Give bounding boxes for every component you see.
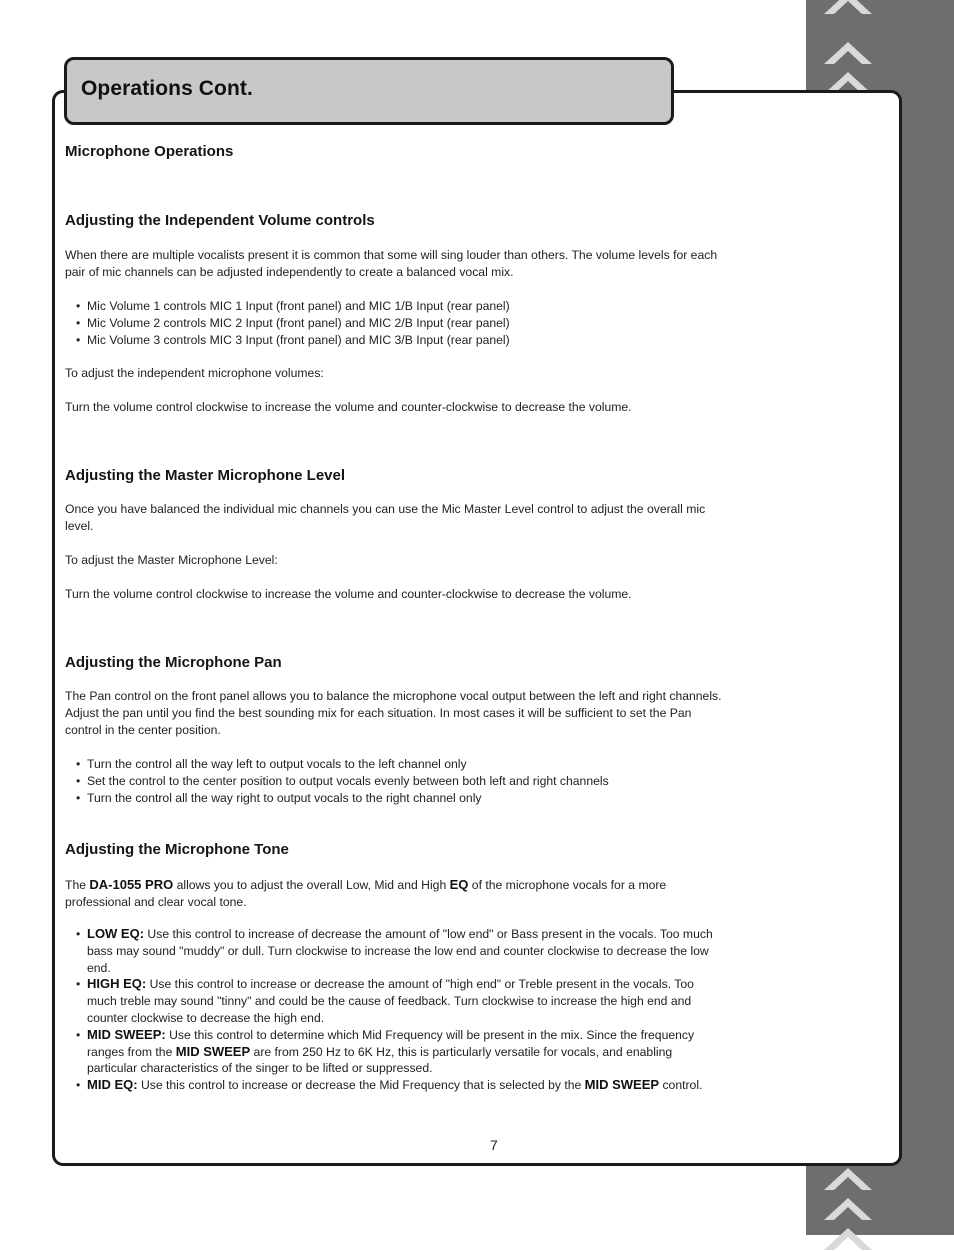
page-title: Operations Cont. [81,77,253,100]
list-item: • Mic Volume 2 controls MIC 2 Input (front panel) and MIC 2/B Input (rear panel) [65,315,715,332]
heading-microphone-pan: Adjusting the Microphone Pan [65,654,282,671]
master-instruction-label: To adjust the Master Microphone Level: [65,553,278,567]
independent-instruction: Turn the volume control clockwise to increase the volume and counter-clockwise to decrease the volume. [65,400,632,414]
title-tab [64,57,674,125]
heading-master-level: Adjusting the Master Microphone Level [65,467,346,484]
model-name: DA-1055 PRO [89,877,174,892]
independent-bullets [65,298,715,348]
heading-microphone-operations: Microphone Operations [65,143,234,160]
independent-intro: When there are multiple vocalists present it is common that some will sing louder than others. The volume levels for each pair of mic channels can be adjusted independently to create a balanced vocal mix. [65,248,718,279]
list-item: • Mic Volume 1 controls MIC 1 Input (front panel) and MIC 1/B Input (rear panel) [65,298,715,315]
chevron-up-icon [822,1192,874,1222]
chevron-up-icon [822,1222,874,1252]
master-intro: Once you have balanced the individual mic channels you can use the Mic Master Level control to adjust the overall mic level. [65,502,706,533]
page-number: 7 [490,1137,498,1153]
list-item: • Turn the control all the way left to output vocals to the left channel only [65,756,715,773]
list-item-mid-sweep: • MID SWEEP: Use this control to determine which Mid Frequency will be present in the mix. Since the frequency ranges from the MID SWEEP are from 250 Hz to 6K Hz, this is particularly versatile for vocals, and enabling particular characteristics of the singer to be lifted or suppressed. [65,1027,715,1077]
heading-microphone-tone: Adjusting the Microphone Tone [65,841,289,858]
master-instruction: Turn the volume control clockwise to increase the volume and counter-clockwise to decrease the volume. [65,587,632,601]
list-item-low-eq: • LOW EQ: Use this control to increase of decrease the amount of "low end" or Bass present in the vocals. Too much bass may sound "muddy" or dull. Turn clockwise to increase the low end and counter clockwise to decrease the low end. [65,926,715,976]
chevron-up-icon [822,0,874,16]
list-item: • Set the control to the center position to output vocals evenly between both left and right channels [65,773,715,790]
chevron-up-icon [822,36,874,66]
heading-independent-volume: Adjusting the Independent Volume controls [65,212,375,229]
pan-bullets [65,756,715,806]
eq-label: EQ [449,877,469,892]
pan-intro: The Pan control on the front panel allows you to balance the microphone vocal output between the left and right channels. Adjust the pan until you find the best sounding mix for each situation. In most cases it will be sufficient to set the Pan control in the center position. [65,689,722,737]
tone-intro: The DA-1055 PRO allows you to adjust the overall Low, Mid and High EQ of the microphone vocals for a more professional and clear vocal tone. [65,877,667,909]
list-item-mid-eq: • MID EQ: Use this control to increase or decrease the Mid Frequency that is selected by the MID SWEEP control. [65,1077,715,1094]
list-item: • Mic Volume 3 controls MIC 3 Input (front panel) and MIC 3/B Input (rear panel) [65,332,715,349]
chevron-up-icon [822,1162,874,1192]
list-item-high-eq: • HIGH EQ: Use this control to increase or decrease the amount of "high end" or Treble present in the vocals. Too much treble may sound "tinny" and could be the cause of feedback. Turn clockwise to increase the high end and counter clockwise to decrease the high end. [65,976,715,1026]
independent-instruction-label: To adjust the independent microphone volumes: [65,366,324,380]
list-item: • Turn the control all the way right to output vocals to the right channel only [65,790,715,807]
tone-bullets [65,926,715,1094]
